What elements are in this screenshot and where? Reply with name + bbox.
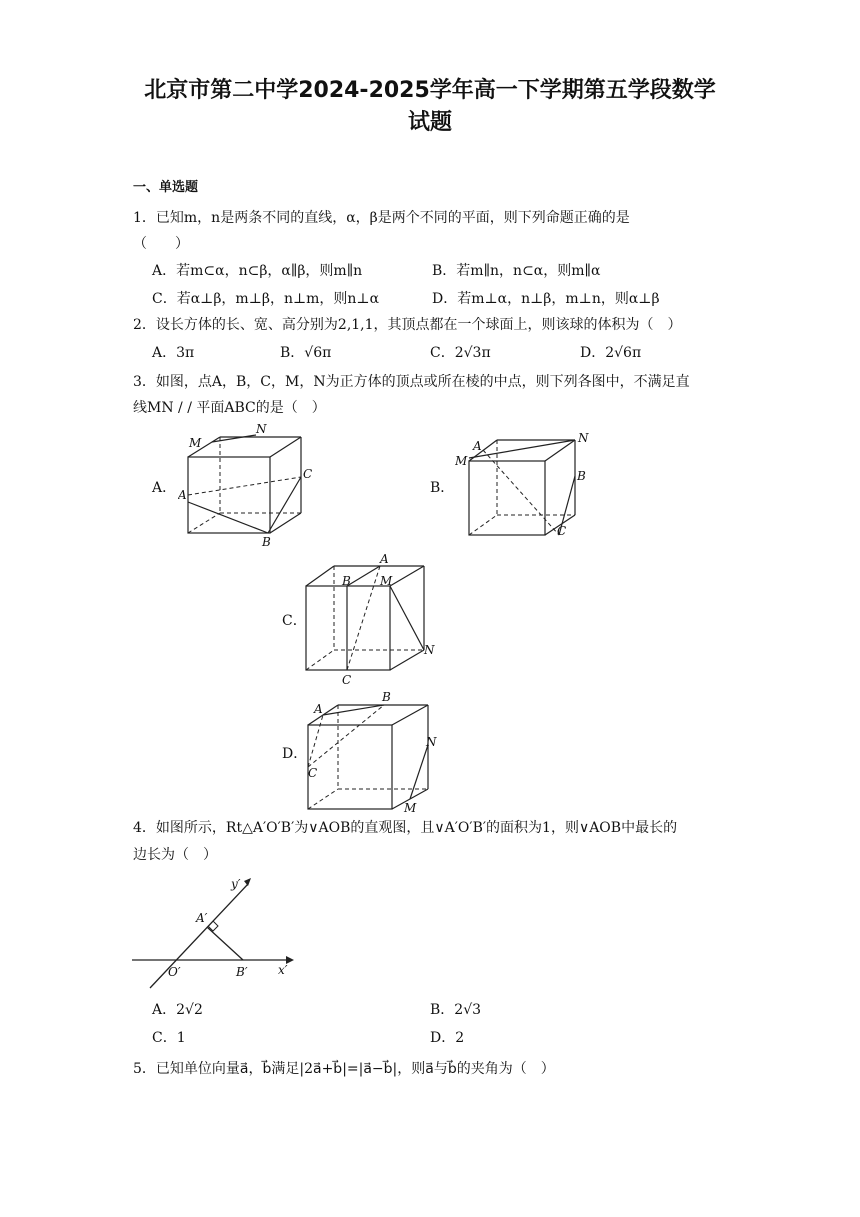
q3-stem-line2: 线MN / / 平面ABC的是（ ） (133, 400, 326, 416)
fig-c-label-n: N (424, 643, 435, 657)
q4-option-c[interactable]: C．1 (152, 1030, 186, 1046)
fig-a-label-n: N (256, 422, 267, 436)
fig-b-label-a: A (473, 439, 482, 453)
fig-d-label-m: M (404, 801, 417, 815)
q3-figure-a (178, 420, 318, 550)
q2-option-a[interactable]: A．3π (152, 345, 195, 361)
fig-c-label-b: B (342, 574, 351, 588)
fig-b-label-m: M (455, 454, 468, 468)
q3-option-a-label[interactable]: A． (152, 480, 177, 496)
page-title-line1: 北京市第二中学2024-2025学年高一下学期第五学段数学 (144, 78, 716, 103)
q1-option-c[interactable]: C．若α⊥β，m⊥β，n⊥m，则n⊥α (152, 291, 380, 307)
fig-d-label-b: B (382, 690, 391, 704)
page-title-line2: 试题 (407, 110, 452, 135)
fig-q4-label-yp: y′ (231, 877, 241, 891)
q4-figure (128, 870, 303, 990)
fig-d-label-c: C (308, 766, 318, 780)
q1-option-d[interactable]: D．若m⊥α，n⊥β，m⊥n，则α⊥β (432, 291, 660, 307)
fig-c-label-c: C (342, 673, 352, 687)
q3-option-b-label[interactable]: B． (430, 480, 455, 496)
fig-d-label-n: N (426, 735, 437, 749)
q4-stem-line1: 4．如图所示，Rt△A′O′B′为∨AOB的直观图，且∨A′O′B′的面积为1，则∨AOB中最长的 (133, 820, 678, 836)
q4-option-b[interactable]: B．2√3 (430, 1002, 482, 1018)
fig-a-label-a: A (178, 488, 187, 502)
fig-q4-label-op: O′ (168, 965, 181, 979)
fig-c-label-a: A (380, 552, 389, 566)
fig-b-label-b: B (577, 469, 586, 483)
q2-stem: 2．设长方体的长、宽、高分别为2,1,1，其顶点都在一个球面上，则该球的体积为（ ） (133, 317, 682, 333)
q4-option-d[interactable]: D．2 (430, 1030, 465, 1046)
fig-q4-label-ap: A′ (196, 911, 208, 925)
q3-figure-c (300, 550, 445, 688)
fig-c-label-m: M (380, 574, 393, 588)
fig-q4-label-xp: x′ (278, 963, 288, 977)
fig-q4-label-bp: B′ (236, 965, 248, 979)
q2-option-d[interactable]: D．2√6π (580, 345, 642, 361)
q2-option-b[interactable]: B．√6π (280, 345, 332, 361)
q3-figure-d (298, 688, 448, 816)
q5-stem: 5．已知单位向量a⃗，b⃗满足|2a⃗+b⃗|=|a⃗−b⃗|，则a⃗与b⃗的夹角为（ ） (133, 1061, 555, 1077)
q4-option-a[interactable]: A．2√2 (152, 1002, 203, 1018)
q3-option-c-label[interactable]: C． (282, 613, 307, 629)
fig-d-label-a: A (314, 702, 323, 716)
q3-stem-line1: 3．如图，点A，B，C，M，N为正方体的顶点或所在棱的中点，则下列各图中，不满足直 (133, 374, 690, 390)
fig-b-label-n: N (578, 431, 589, 445)
fig-a-label-c: C (303, 467, 313, 481)
q3-figure-b (455, 428, 600, 543)
section-heading: 一、单选题 (133, 180, 199, 195)
q2-option-c[interactable]: C．2√3π (430, 345, 491, 361)
q3-option-d-label[interactable]: D． (282, 746, 308, 762)
fig-a-label-m: M (189, 436, 202, 450)
q1-stem-line2: （ ） (133, 236, 189, 252)
fig-b-label-c: C (557, 524, 567, 538)
q1-option-a[interactable]: A．若m⊂α，n⊂β，α∥β，则m∥n (152, 263, 363, 279)
fig-a-label-b: B (262, 535, 271, 549)
q1-option-b[interactable]: B．若m∥n，n⊂α，则m∥α (432, 263, 601, 279)
q1-stem-line1: 1．已知m，n是两条不同的直线，α，β是两个不同的平面，则下列命题正确的是 (133, 210, 630, 226)
q4-stem-line2: 边长为（ ） (133, 847, 217, 863)
